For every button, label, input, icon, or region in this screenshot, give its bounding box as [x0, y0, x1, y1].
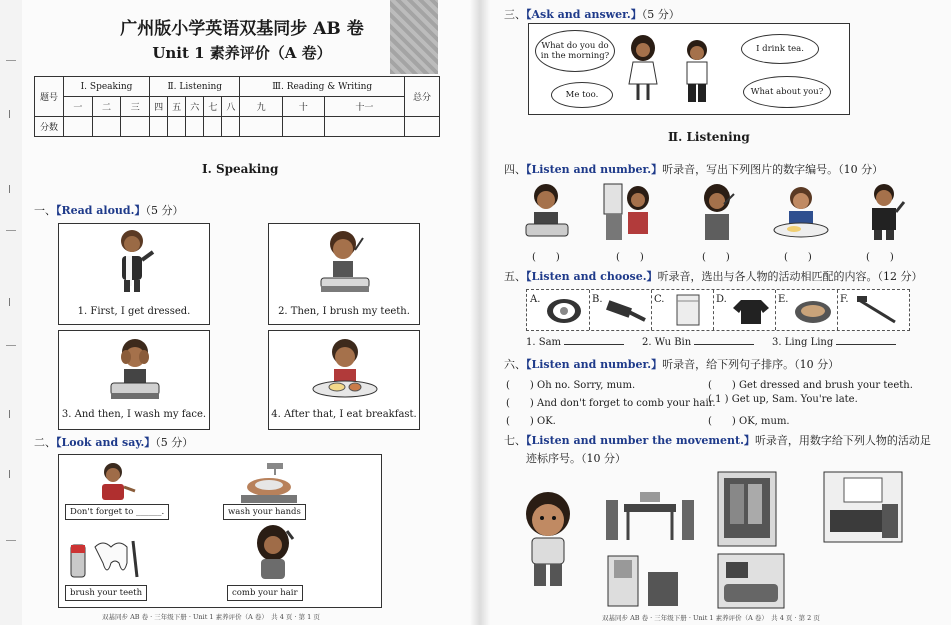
q2-number: 二、	[34, 436, 56, 449]
boy-character-figure	[518, 490, 578, 590]
page-title: 广州版小学英语双基同步 AB 卷	[120, 19, 364, 39]
option-a-label: A.	[530, 294, 541, 305]
row-label-question: 题号	[35, 77, 64, 117]
dining-room-scene	[604, 490, 696, 548]
q4-header	[504, 161, 883, 177]
sentence: OK, mum.	[739, 416, 790, 427]
bubble-answer: I drink tea.	[741, 34, 819, 64]
q1-title: 【Read aloud.】	[56, 204, 146, 217]
boy-washing-figure	[107, 335, 163, 403]
q4-answer-3[interactable]: ( )	[702, 252, 730, 263]
blurred-stamp	[390, 0, 438, 74]
boy-figure	[679, 38, 715, 106]
section-speaking-title: Ⅰ. Speaking	[202, 162, 279, 176]
q4-answer-1[interactable]: ( )	[532, 252, 560, 263]
caption-3: 3. And then, I wash my face.	[61, 409, 207, 420]
order-paren[interactable]: ( )	[506, 416, 534, 427]
q-num: 二	[92, 97, 121, 117]
breakfast-plate-icon	[793, 296, 833, 326]
tag-wash-hands: wash your hands	[223, 504, 306, 520]
q4-answer-2[interactable]: ( )	[616, 252, 644, 263]
q6-header	[504, 356, 839, 372]
q-num: 四	[150, 97, 168, 117]
q5-name-3	[772, 337, 896, 348]
q-num: 三	[121, 97, 150, 117]
q5-number: 五、	[504, 270, 526, 283]
q-num: 六	[186, 97, 204, 117]
q3-score: （5 分）	[641, 8, 680, 21]
picture-card-eat-breakfast	[268, 330, 420, 430]
boy-washing-icon	[522, 180, 572, 242]
girl-combing-figure	[249, 525, 297, 583]
bubble-me-too: Me too.	[551, 82, 613, 108]
name-wu-bin: 2. Wu Bin	[642, 337, 692, 348]
option-b-label: B.	[592, 294, 603, 305]
toothbrush-icon	[855, 294, 899, 326]
order-paren[interactable]: ( )	[506, 380, 534, 391]
score-cell[interactable]	[64, 117, 93, 137]
sentence: Oh no. Sorry, mum.	[537, 380, 636, 391]
sentence: Get dressed and brush your teeth.	[739, 380, 913, 391]
picture-card-brush-teeth	[268, 223, 420, 325]
score-cell[interactable]	[282, 117, 324, 137]
score-cell[interactable]	[204, 117, 222, 137]
name-ling-ling: 3. Ling Ling	[772, 337, 834, 348]
q5-header	[504, 268, 923, 284]
q-num: 十	[282, 97, 324, 117]
q4-answer-5[interactable]: ( )	[866, 252, 894, 263]
answer-line[interactable]	[564, 344, 624, 345]
q4-title: 【Listen and number.】	[526, 163, 663, 176]
q-num: 七	[204, 97, 222, 117]
tag-dont-forget: Don't forget to ______.	[65, 504, 169, 520]
q1-score: （5 分）	[145, 204, 184, 217]
answer-line[interactable]	[836, 344, 896, 345]
q6-item-l3	[506, 412, 556, 427]
score-table	[34, 76, 440, 137]
bubble-question: What do you do in the morning?	[535, 30, 615, 72]
sentence: And don't forget to comb your hair.	[537, 398, 716, 409]
order-paren[interactable]: ( )	[708, 416, 736, 427]
score-cell[interactable]	[324, 117, 404, 137]
page-subtitle: Unit 1 素养评价（A 卷）	[152, 44, 332, 62]
caption-1: 1. First, I get dressed.	[77, 306, 191, 317]
score-cell[interactable]	[121, 117, 150, 137]
girl-brushing-icon	[694, 182, 740, 244]
toothbrush-tooth-figure	[65, 537, 145, 583]
caption-4: 4. After that, I eat breakfast.	[271, 409, 417, 420]
q1-header	[34, 202, 183, 218]
ask-answer-box	[528, 23, 850, 115]
q6-item-l1	[506, 376, 635, 391]
q5-title: 【Listen and choose.】	[526, 270, 658, 283]
boy-dressed-icon	[862, 182, 906, 242]
bedroom-scene	[822, 470, 904, 544]
option-e	[775, 290, 838, 330]
q2-score: （5 分）	[155, 436, 194, 449]
living-room-scene	[716, 552, 786, 610]
girl-mirror-icon	[602, 182, 654, 242]
q5-name-1	[526, 337, 624, 348]
sentence: OK.	[537, 416, 556, 427]
left-page	[22, 0, 470, 625]
q3-title: 【Ask and answer.】	[526, 8, 642, 21]
q1-number: 一、	[34, 204, 56, 217]
q3-header	[504, 6, 680, 22]
q7-title: 【Listen and number the movement.】	[526, 434, 755, 447]
total-header: 总分	[405, 77, 440, 117]
fried-egg-icon	[545, 296, 583, 326]
boy-pointing-figure	[89, 461, 137, 503]
q6-instruction: 听录音，给下列句子排序。（10 分）	[662, 358, 840, 371]
group-speaking: Ⅰ. Speaking	[64, 77, 150, 97]
boy-eating-icon	[772, 184, 830, 242]
hands-washing-figure	[237, 461, 297, 505]
section-listening-title: Ⅱ. Listening	[668, 130, 750, 144]
q4-instruction: 听录音，写出下列图片的数字编号。（10 分）	[662, 163, 884, 176]
q7-instruction-cont: 迹标序号。（10 分）	[526, 452, 626, 465]
left-footer: 双基同步 AB 卷 · 三年级下册 · Unit 1 素养评价（A 卷） 共 4 页 · 第 1 页	[102, 613, 320, 621]
q2-header	[34, 434, 193, 450]
order-paren[interactable]: ( 1 )	[708, 394, 729, 405]
girl-figure	[625, 34, 661, 104]
q7-instruction: 听录音，用数字给下列人物的活动足	[754, 434, 931, 447]
group-listening: Ⅱ. Listening	[150, 77, 240, 97]
bubble-what-about: What about you?	[743, 76, 831, 108]
q4-number: 四、	[504, 163, 526, 176]
option-d-label: D.	[716, 294, 727, 305]
q7-number: 七、	[504, 434, 526, 447]
q6-item-r2	[708, 394, 858, 405]
right-footer: 双基同步 AB 卷 · 三年级下册 · Unit 1 素养评价（A 卷） 共 4 页 · 第 2 页	[602, 614, 820, 622]
binding-gutter	[0, 0, 23, 625]
boy-dressing-figure	[109, 228, 155, 294]
option-c-label: C.	[654, 294, 665, 305]
score-cell[interactable]	[168, 117, 186, 137]
option-b	[589, 290, 652, 330]
q-num: 一	[64, 97, 93, 117]
option-f-label: F.	[840, 294, 849, 305]
look-and-say-box	[58, 454, 382, 608]
group-reading-writing: Ⅲ. Reading & Writing	[240, 77, 405, 97]
q6-item-r3	[708, 412, 790, 427]
q6-item-r1	[708, 376, 913, 391]
option-a	[527, 290, 590, 330]
wardrobe-scene	[716, 470, 778, 548]
page-fold	[470, 0, 490, 625]
order-paren[interactable]: ( )	[506, 398, 534, 409]
row-label-score: 分数	[35, 117, 64, 137]
q-num: 十一	[324, 97, 404, 117]
q5-instruction: 听录音，选出与各人物的活动相匹配的内容。（12 分）	[657, 270, 923, 283]
q2-title: 【Look and say.】	[56, 436, 156, 449]
q4-answer-4[interactable]: ( )	[784, 252, 812, 263]
score-cell[interactable]	[92, 117, 121, 137]
option-f	[837, 290, 909, 330]
name-sam: 1. Sam	[526, 337, 562, 348]
bathroom-scene	[604, 552, 684, 610]
option-e-label: E.	[778, 294, 789, 305]
q6-item-l2	[506, 394, 716, 409]
picture-card-get-dressed	[58, 223, 210, 325]
q7-header	[504, 432, 931, 448]
q-num: 八	[222, 97, 240, 117]
picture-card-wash-face	[58, 330, 210, 430]
tag-comb-hair: comb your hair	[227, 585, 303, 601]
options-strip	[526, 289, 910, 331]
order-paren[interactable]: ( )	[708, 380, 736, 391]
comb-icon	[605, 298, 647, 324]
q3-number: 三、	[504, 8, 526, 21]
boy-brushing-figure	[317, 228, 373, 298]
score-cell[interactable]	[150, 117, 168, 137]
sentence: Get up, Sam. You're late.	[731, 394, 858, 405]
q-num: 九	[240, 97, 282, 117]
q5-name-2	[642, 337, 754, 348]
option-d	[713, 290, 776, 330]
q6-title: 【Listen and number.】	[526, 358, 663, 371]
score-cell[interactable]	[405, 117, 440, 137]
answer-line[interactable]	[694, 344, 754, 345]
option-c	[651, 290, 714, 330]
score-cell[interactable]	[240, 117, 282, 137]
q-num: 五	[168, 97, 186, 117]
caption-2: 2. Then, I brush my teeth.	[278, 306, 410, 317]
q6-number: 六、	[504, 358, 526, 371]
score-cell[interactable]	[186, 117, 204, 137]
tag-brush-teeth: brush your teeth	[65, 585, 147, 601]
score-cell[interactable]	[222, 117, 240, 137]
right-page	[490, 0, 951, 625]
towel-icon	[673, 293, 703, 327]
boy-breakfast-figure	[309, 335, 381, 403]
sweater-icon	[731, 296, 771, 326]
